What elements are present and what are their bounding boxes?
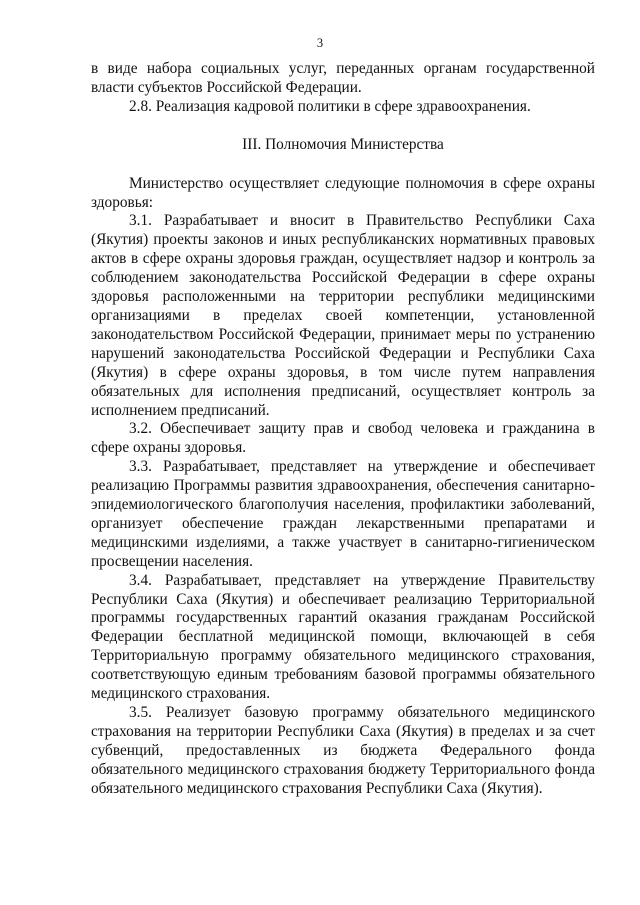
page-number: 3 [316,36,324,50]
document-body [91,60,595,799]
paragraph-3-4: 3.4. Разрабатывает, представляет на утверждение Правительству Республики Саха (Якутия) и обеспечивает реализацию Территориальной программы государственных гарантий оказания гражданам Российской Федерации бесплатной медицинской помощи, включающей в себя Территориальную программу обязательного медицинского страхования, соответствующую единым требованиям базовой программы обязательного медицинского страхования. [91,571,595,703]
section-heading: III. Полномочия Министерства [242,135,444,153]
paragraph-intro: Министерство осуществляет следующие полномочия в сфере охраны здоровья: [91,174,595,211]
paragraph-3-5: 3.5. Реализует базовую программу обязательного медицинского страхования на территории Республики Саха (Якутия) в пределах и за счет субвенций, предоставленных из бюджета Федерального фонда обязательного медицинского страхования бюджету Территориального фонда обязательного медицинского страхования Республики Саха (Якутия). [91,704,595,797]
paragraph-3-2: 3.2. Обеспечивает защиту прав и свобод человека и гражданина в сфере охраны здоровья. [91,420,595,457]
paragraph-2-8: 2.8. Реализация кадровой политики в сфере здравоохранения. [129,97,531,115]
paragraph-3-3: 3.3. Разрабатывает, представляет на утверждение и обеспечивает реализацию Программы развития здравоохранения, обеспечения санитарно-эпидемиологического благополучия населения, профилактики заболеваний, организует обеспечение граждан лекарственными препаратами и медицинскими изделиями, а также участвует в санитарно-гигиеническом просвещении населения. [91,458,595,570]
paragraph-continuation: в виде набора социальных услуг, переданных органам государственной власти субъектов Российской Федерации. [91,60,595,96]
paragraph-3-1: 3.1. Разрабатывает и вносит в Правительство Республики Саха (Якутия) проекты законов и иных республиканских нормативных правовых актов в сфере охраны здоровья граждан, осуществляет надзор и контроль за соблюдением законодательства Российской Федерации в сфере охраны здоровья расположенными на территории республики медицинскими организациями в пределах своей компетенции, установленной законодательством Российской Федерации, принимает меры по устранению нарушений законодательства Российской Федерации и Республики Саха (Якутия) в сфере охраны здоровья, в том числе путем направления обязательных для исполнения предписаний, осуществляет контроль за исполнением предписаний. [91,212,595,419]
